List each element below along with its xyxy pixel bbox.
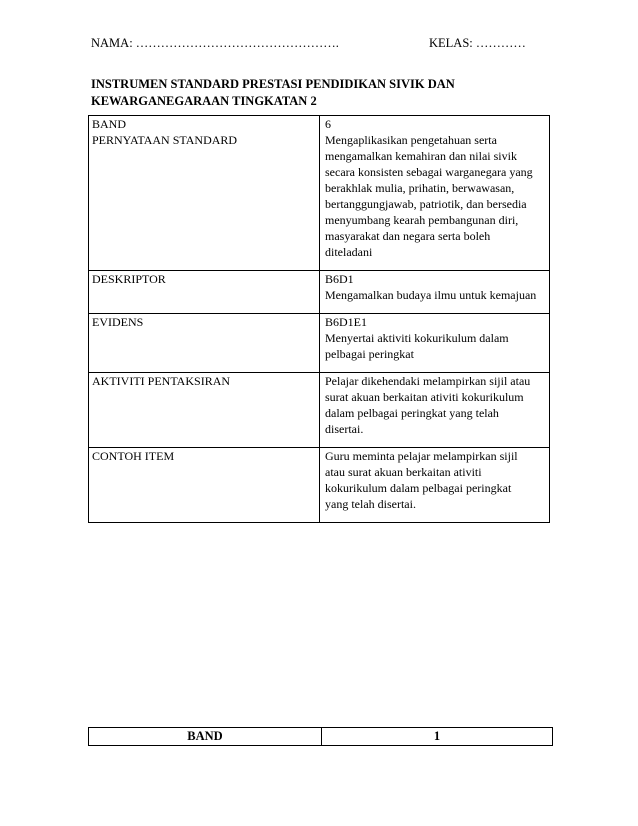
row-value [320, 314, 550, 373]
row-line: Guru meminta pelajar melampirkan sijil [325, 449, 518, 463]
row-line: diteladani [325, 245, 373, 259]
row-line: 6 [325, 117, 331, 131]
row-label: AKTIVITI PENTAKSIRAN [89, 373, 320, 448]
row-line: B6D1 [325, 272, 354, 286]
row-line: masyarakat dan negara serta boleh [325, 229, 491, 243]
row-value [320, 271, 550, 314]
row-line: Pelajar dikehendaki melampirkan sijil atau [325, 374, 531, 388]
row-line: mengamalkan kemahiran dan nilai sivik [325, 149, 517, 163]
row-line: yang telah disertai. [325, 497, 416, 511]
row-value [320, 448, 550, 523]
row-line: berakhlak mulia, prihatin, berwawasan, [325, 181, 515, 195]
row-line: Menyertai aktiviti kokurikulum dalam [325, 331, 509, 345]
document-title [91, 76, 511, 110]
title-line-2: KEWARGANEGARAAN TINGKATAN 2 [91, 94, 317, 108]
footer-band-value: 1 [322, 728, 553, 746]
row-value [320, 116, 550, 133]
row-line: secara konsisten sebagai warganegara yang [325, 165, 533, 179]
row-line: atau surat akuan berkaitan ativiti [325, 465, 482, 479]
row-label: DESKRIPTOR [89, 271, 320, 314]
row-value [320, 132, 550, 271]
row-value [320, 373, 550, 448]
kelas-field: KELAS: ………… [429, 36, 526, 50]
row-line: surat akuan berkaitan ativiti kokurikulum [325, 390, 524, 404]
row-line: dalam pelbagai peringkat yang telah [325, 406, 499, 420]
footer-band-label: BAND [89, 728, 322, 746]
table-row-deskriptor [89, 271, 550, 314]
standard-table [88, 115, 550, 523]
row-label: EVIDENS [89, 314, 320, 373]
table-row-evidens [89, 314, 550, 373]
footer-band-table [88, 727, 553, 746]
table-row-aktiviti [89, 373, 550, 448]
row-line: B6D1E1 [325, 315, 367, 329]
row-line: pelbagai peringkat [325, 347, 414, 361]
row-line: bertanggungjawab, patriotik, dan bersedia [325, 197, 527, 211]
footer-band-row [89, 728, 553, 746]
table-row-pernyataan [89, 132, 550, 271]
row-line: menyumbang kearah pembangunan diri, [325, 213, 519, 227]
row-label: CONTOH ITEM [89, 448, 320, 523]
row-line: Mengaplikasikan pengetahuan serta [325, 133, 497, 147]
row-label: BAND [89, 116, 320, 133]
row-line: disertai. [325, 422, 364, 436]
table-row-band [89, 116, 550, 133]
row-line: kokurikulum dalam pelbagai peringkat [325, 481, 512, 495]
table-row-contoh-item [89, 448, 550, 523]
nama-field: NAMA: …………………………………………. [91, 36, 339, 50]
row-line: Mengamalkan budaya ilmu untuk kemajuan [325, 288, 537, 302]
title-line-1: INSTRUMEN STANDARD PRESTASI PENDIDIKAN SIVIK DAN [91, 77, 455, 91]
row-label: PERNYATAAN STANDARD [89, 132, 320, 271]
